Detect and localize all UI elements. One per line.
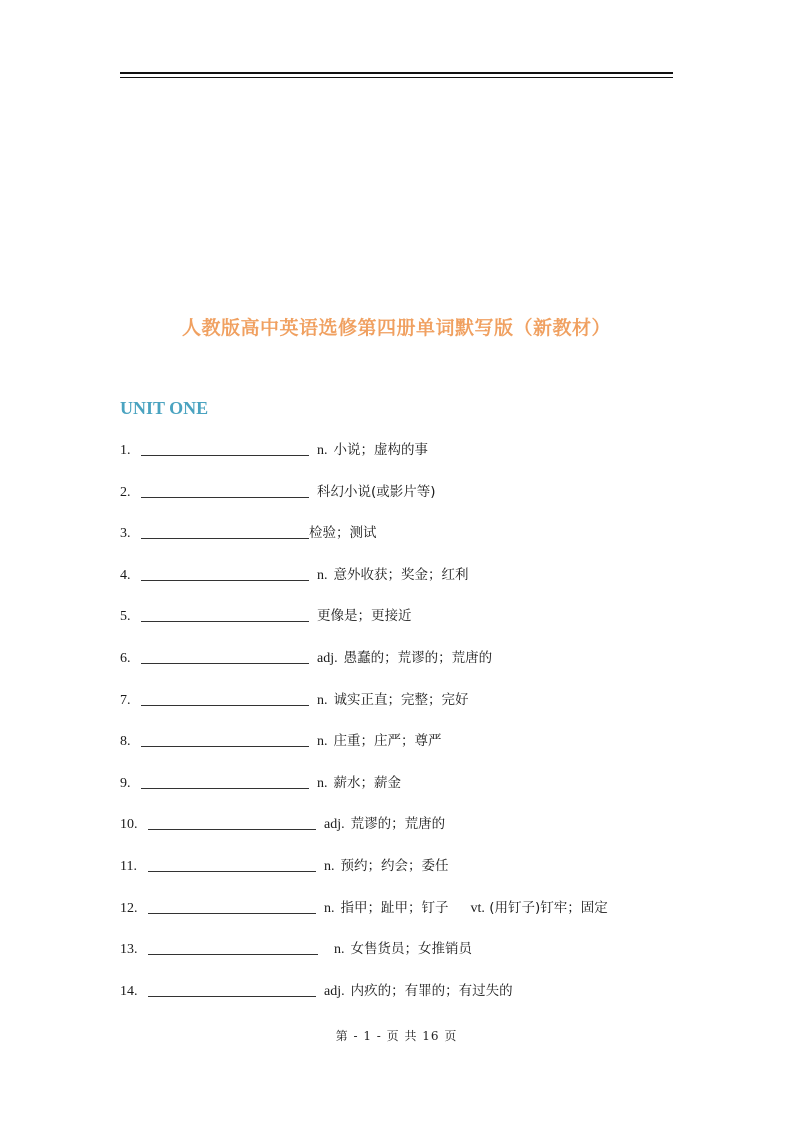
item-number: 2. [120, 485, 131, 500]
answer-blank[interactable] [141, 648, 309, 664]
item-number: 6. [120, 651, 131, 666]
vocab-item [120, 897, 608, 919]
answer-blank[interactable] [148, 814, 316, 830]
header-rule [120, 72, 673, 74]
part-of-speech: n. [317, 568, 328, 583]
part-of-speech: n. [324, 859, 335, 874]
vocab-item [120, 855, 449, 877]
item-definition [317, 608, 412, 624]
answer-blank[interactable] [141, 690, 309, 706]
part-of-speech: n. [317, 443, 328, 458]
answer-blank[interactable] [148, 939, 318, 955]
header-rule-thin [120, 77, 673, 78]
item-definition [317, 692, 469, 708]
vocab-item [120, 439, 428, 461]
item-definition [317, 733, 442, 749]
meaning-text: 愚蠢的；荒谬的；荒唐的 [343, 650, 493, 666]
item-definition [334, 941, 472, 957]
answer-blank[interactable] [141, 482, 309, 498]
vocab-item [120, 689, 469, 711]
meaning-text: 预约；约会；委任 [340, 858, 449, 874]
item-number: 3. [120, 526, 131, 541]
meaning-text: 薪水；薪金 [333, 775, 401, 791]
item-definition [324, 983, 513, 999]
item-number: 11. [120, 859, 137, 874]
item-number: 10. [120, 817, 138, 832]
meaning-text: 科幻小说(或影片等) [317, 484, 436, 500]
meaning-text: 指甲；趾甲；钉子 [340, 900, 449, 916]
meaning-text: 更像是；更接近 [317, 608, 412, 624]
answer-blank[interactable] [141, 606, 309, 622]
item-number: 8. [120, 734, 131, 749]
part-of-speech-2: vt. [470, 901, 485, 916]
vocab-item [120, 938, 472, 960]
vocab-item [120, 605, 412, 627]
item-number: 12. [120, 901, 138, 916]
vocab-item [120, 813, 445, 835]
answer-blank[interactable] [141, 523, 309, 539]
page-footer: 第 - 1 - 页 共 16 页 [335, 1029, 458, 1043]
item-definition [317, 567, 469, 583]
answer-blank[interactable] [141, 565, 309, 581]
item-definition [324, 816, 445, 832]
part-of-speech: adj. [324, 984, 345, 999]
item-definition [317, 650, 492, 666]
vocab-item [120, 647, 492, 669]
meaning-text: 小说；虚构的事 [333, 442, 428, 458]
answer-blank[interactable] [141, 731, 309, 747]
meaning-text: 荒谬的；荒唐的 [350, 816, 446, 832]
item-number: 7. [120, 693, 131, 708]
meaning-text: 意外收获；奖金；红利 [333, 567, 469, 583]
answer-blank[interactable] [148, 856, 316, 872]
vocab-item [120, 980, 513, 1002]
part-of-speech: n. [334, 942, 345, 957]
part-of-speech: n. [317, 776, 328, 791]
answer-blank[interactable] [148, 898, 316, 914]
part-of-speech: adj. [317, 651, 338, 666]
item-number: 14. [120, 984, 138, 999]
item-definition [324, 858, 449, 874]
meaning-text: 诚实正直；完整；完好 [333, 692, 469, 708]
unit-heading: UNIT ONE [120, 398, 209, 418]
meaning-text: 内疚的；有罪的；有过失的 [350, 983, 513, 999]
vocab-item [120, 522, 377, 544]
item-number: 9. [120, 776, 131, 791]
document-title: 人教版高中英语选修第四册单词默写版（新教材） [181, 317, 611, 339]
answer-blank[interactable] [141, 773, 309, 789]
answer-blank[interactable] [141, 440, 309, 456]
item-definition [317, 484, 436, 500]
item-definition [324, 900, 608, 916]
item-definition [317, 775, 401, 791]
item-definition [309, 525, 377, 541]
meaning-text: 女售货员；女推销员 [350, 941, 472, 957]
part-of-speech: n. [324, 901, 335, 916]
part-of-speech: adj. [324, 817, 345, 832]
vocab-item [120, 730, 442, 752]
item-number: 13. [120, 942, 138, 957]
meaning-text: 庄重；庄严；尊严 [333, 733, 442, 749]
item-number: 1. [120, 443, 131, 458]
item-number: 4. [120, 568, 131, 583]
vocab-item [120, 772, 401, 794]
part-of-speech: n. [317, 693, 328, 708]
answer-blank[interactable] [148, 981, 316, 997]
vocab-item [120, 481, 436, 503]
item-definition [317, 442, 428, 458]
part-of-speech: n. [317, 734, 328, 749]
item-number: 5. [120, 609, 131, 624]
vocab-item [120, 564, 469, 586]
meaning-text-2: (用钉子)钉牢；固定 [489, 900, 608, 916]
meaning-text: 检验；测试 [309, 525, 377, 541]
